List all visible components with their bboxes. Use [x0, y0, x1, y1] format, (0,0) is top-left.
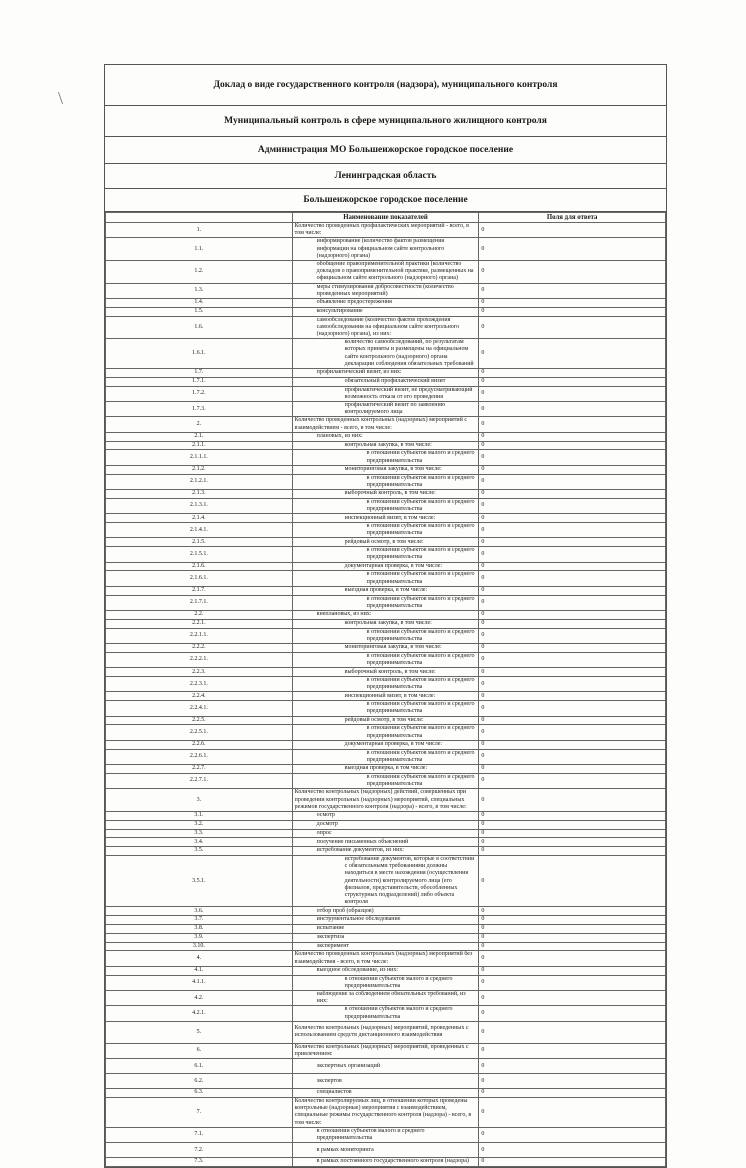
- row-answer-field[interactable]: 0: [479, 1043, 666, 1058]
- report-sheet: [104, 64, 667, 1168]
- row-number: 7.: [106, 1097, 293, 1127]
- table-row: [106, 474, 666, 489]
- row-number: 2.1.2.1.: [106, 474, 293, 489]
- row-indicator-name: в отношении субъектов малого и среднего предпринимательства: [292, 547, 479, 562]
- row-answer-field[interactable]: 0: [479, 820, 666, 829]
- row-answer-field[interactable]: 0: [479, 1006, 666, 1021]
- row-answer-field[interactable]: 0: [479, 951, 666, 966]
- row-answer-field[interactable]: 0: [479, 628, 666, 643]
- row-number: 3.5.1.: [106, 855, 293, 906]
- row-answer-field[interactable]: 0: [479, 316, 666, 339]
- row-answer-field[interactable]: 0: [479, 498, 666, 513]
- row-indicator-name: профилактический визит по заявлению контролируемого лица: [292, 402, 479, 417]
- row-number: 2.2.7.1.: [106, 773, 293, 788]
- row-indicator-name: профилактический визит, не предусматривающий возможность отказа от его проведения: [292, 386, 479, 401]
- table-row: [106, 238, 666, 261]
- row-answer-field[interactable]: 0: [479, 942, 666, 951]
- row-answer-field[interactable]: 0: [479, 339, 666, 369]
- row-indicator-name: количество самообследований, по результатам которых приняты и размещены на официальном сайте контрольного (надзорного) органа декларации соблюдения обязательных требований: [292, 339, 479, 369]
- row-answer-field[interactable]: 0: [479, 490, 666, 499]
- row-answer-field[interactable]: 0: [479, 701, 666, 716]
- row-answer-field[interactable]: 0: [479, 562, 666, 571]
- row-answer-field[interactable]: 0: [479, 307, 666, 316]
- row-number: 2.2.2.1.: [106, 652, 293, 667]
- row-answer-field[interactable]: 0: [479, 789, 666, 812]
- row-answer-field[interactable]: 0: [479, 1143, 666, 1158]
- table-row: [106, 261, 666, 284]
- row-indicator-name: выездная проверка, в том числе:: [292, 765, 479, 774]
- row-answer-field[interactable]: 0: [479, 652, 666, 667]
- row-answer-field[interactable]: 0: [479, 538, 666, 547]
- row-indicator-name: Количество контрольных (надзорных) мероприятий, проведенных с привлечением:: [292, 1043, 479, 1058]
- row-indicator-name: в отношении субъектов малого и среднего предпринимательства: [292, 450, 479, 465]
- row-indicator-name: рейдовый осмотр, в том числе:: [292, 716, 479, 725]
- row-answer-field[interactable]: 0: [479, 765, 666, 774]
- row-indicator-name: консультирование: [292, 307, 479, 316]
- row-answer-field[interactable]: 0: [479, 829, 666, 838]
- table-row: [106, 907, 666, 916]
- row-indicator-name: досмотр: [292, 820, 479, 829]
- table-row: [106, 820, 666, 829]
- table-row: [106, 369, 666, 378]
- table-row: [106, 595, 666, 610]
- table-row: [106, 538, 666, 547]
- row-answer-field[interactable]: 0: [479, 299, 666, 308]
- row-answer-field[interactable]: 0: [479, 725, 666, 740]
- row-number: 2.2.5.: [106, 716, 293, 725]
- row-number: 7.2.: [106, 1143, 293, 1158]
- table-row: [106, 523, 666, 538]
- row-answer-field[interactable]: 0: [479, 619, 666, 628]
- row-indicator-name: инспекционный визит, в том числе:: [292, 514, 479, 523]
- row-number: 3.4.: [106, 838, 293, 847]
- row-answer-field[interactable]: 0: [479, 1097, 666, 1127]
- table-row: [106, 283, 666, 298]
- row-number: 2.2.3.: [106, 668, 293, 677]
- row-number: 2.2.6.1.: [106, 749, 293, 764]
- table-row: [106, 628, 666, 643]
- row-indicator-name: меры стимулирования добросовестности (количество проведенных мероприятий): [292, 283, 479, 298]
- row-answer-field[interactable]: 0: [479, 261, 666, 284]
- table-row: [106, 942, 666, 951]
- table-row: [106, 307, 666, 316]
- row-answer-field[interactable]: 0: [479, 716, 666, 725]
- report-subtitle: Муниципальный контроль в сфере муниципального жилищного контроля: [105, 106, 666, 137]
- row-indicator-name: получение письменных объяснений: [292, 838, 479, 847]
- table-row: [106, 1127, 666, 1142]
- table-row: [106, 490, 666, 499]
- row-answer-field[interactable]: 0: [479, 749, 666, 764]
- row-indicator-name: Количество проведенных контрольных (надзорных) мероприятий с взаимодействием - всего, в том числе:: [292, 417, 479, 432]
- row-indicator-name: профилактический визит, из них:: [292, 369, 479, 378]
- scan-mark: \: [58, 88, 64, 108]
- row-indicator-name: в отношении субъектов малого и среднего предпринимательства: [292, 773, 479, 788]
- row-number: 6.3.: [106, 1089, 293, 1098]
- row-answer-field[interactable]: 0: [479, 441, 666, 450]
- row-indicator-name: мониторинговая закупка, в том числе:: [292, 465, 479, 474]
- table-row: [106, 299, 666, 308]
- row-number: 1.6.: [106, 316, 293, 339]
- row-indicator-name: эксперимент: [292, 942, 479, 951]
- row-number: 2.1.6.1.: [106, 571, 293, 586]
- table-row: [106, 223, 666, 238]
- table-row: [106, 402, 666, 417]
- row-answer-field[interactable]: 0: [479, 740, 666, 749]
- row-number: 2.1.4.: [106, 514, 293, 523]
- row-indicator-name: выборочный контроль, в том числе:: [292, 668, 479, 677]
- row-indicator-name: специалистов: [292, 1089, 479, 1098]
- row-indicator-name: контрольная закупка, в том числе:: [292, 619, 479, 628]
- col-value-header: Поля для ответа: [479, 213, 666, 223]
- row-answer-field[interactable]: 0: [479, 377, 666, 386]
- table-row: [106, 498, 666, 513]
- table-row: [106, 1021, 666, 1043]
- table-row: [106, 514, 666, 523]
- row-number: 3.3.: [106, 829, 293, 838]
- row-number: 7.3.: [106, 1158, 293, 1167]
- row-number: 3.10.: [106, 942, 293, 951]
- row-indicator-name: выборочный контроль, в том числе:: [292, 490, 479, 499]
- row-answer-field[interactable]: 0: [479, 386, 666, 401]
- table-row: [106, 916, 666, 925]
- row-number: 1.1.: [106, 238, 293, 261]
- row-answer-field[interactable]: 0: [479, 990, 666, 1005]
- table-row: [106, 933, 666, 942]
- row-indicator-name: испытание: [292, 924, 479, 933]
- table-row: [106, 855, 666, 906]
- table-row: [106, 838, 666, 847]
- table-row: [106, 386, 666, 401]
- row-number: 3.5.: [106, 847, 293, 856]
- row-indicator-name: экспертиза: [292, 933, 479, 942]
- row-indicator-name: инспекционный визит, в том числе:: [292, 692, 479, 701]
- row-number: 6.: [106, 1043, 293, 1058]
- row-indicator-name: в отношении субъектов малого и среднего предпринимательства: [292, 677, 479, 692]
- row-number: 1.3.: [106, 283, 293, 298]
- table-row: [106, 1006, 666, 1021]
- row-indicator-name: в отношении субъектов малого и среднего предпринимательства: [292, 652, 479, 667]
- row-indicator-name: наблюдение за соблюдением обязательных требований, из них:: [292, 990, 479, 1005]
- row-answer-field[interactable]: 0: [479, 402, 666, 417]
- row-number: 5.: [106, 1021, 293, 1043]
- row-indicator-name: в отношении субъектов малого и среднего предпринимательства: [292, 1006, 479, 1021]
- row-indicator-name: в отношении субъектов малого и среднего предпринимательства: [292, 1127, 479, 1142]
- row-answer-field[interactable]: 0: [479, 571, 666, 586]
- row-number: 1.4.: [106, 299, 293, 308]
- row-indicator-name: информирование (количество фактов размещения информации на официальном сайте контрольного (надзорного) органа): [292, 238, 479, 261]
- table-row: [106, 316, 666, 339]
- row-indicator-name: в отношении субъектов малого и среднего предпринимательства: [292, 628, 479, 643]
- row-number: 3.: [106, 789, 293, 812]
- row-answer-field[interactable]: 0: [479, 1089, 666, 1098]
- row-number: 1.7.: [106, 369, 293, 378]
- row-indicator-name: в отношении субъектов малого и среднего предпринимательства: [292, 571, 479, 586]
- row-number: 6.2.: [106, 1074, 293, 1089]
- row-indicator-name: документарная проверка, в том числе:: [292, 740, 479, 749]
- row-indicator-name: мониторинговая закупка, в том числе:: [292, 644, 479, 653]
- table-row: [106, 1074, 666, 1089]
- row-answer-field[interactable]: 0: [479, 1021, 666, 1043]
- row-number: 2.2.4.: [106, 692, 293, 701]
- row-indicator-name: Количество контролируемых лиц, в отношении которых проведены контрольные (надзорные) мероприятия с взаимодействием, специальные режимы государственного контроля (надзора) - всего, в том числе:: [292, 1097, 479, 1127]
- table-row: [106, 740, 666, 749]
- row-indicator-name: обобщение правоприменительной практики (количество докладов о правоприменительной практике, размещенных на официальном сайте контрольного (надзорного) органа): [292, 261, 479, 284]
- row-indicator-name: в рамках мониторинга: [292, 1143, 479, 1158]
- row-number: 3.7.: [106, 916, 293, 925]
- row-indicator-name: в отношении субъектов малого и среднего предпринимательства: [292, 498, 479, 513]
- row-indicator-name: инструментальное обследование: [292, 916, 479, 925]
- table-row: [106, 450, 666, 465]
- table-row: [106, 701, 666, 716]
- row-indicator-name: Количество контрольных (надзорных) мероприятий, проведенных с использованием средств дистанционного взаимодействия: [292, 1021, 479, 1043]
- table-row: [106, 924, 666, 933]
- row-indicator-name: в отношении субъектов малого и среднего предпринимательства: [292, 595, 479, 610]
- row-number: 1.7.3.: [106, 402, 293, 417]
- row-number: 4.1.: [106, 966, 293, 975]
- row-answer-field[interactable]: 0: [479, 514, 666, 523]
- row-answer-field[interactable]: 0: [479, 465, 666, 474]
- row-number: 2.1.1.: [106, 441, 293, 450]
- row-answer-field[interactable]: 0: [479, 644, 666, 653]
- row-indicator-name: Количество контрольных (надзорных) действий, совершенных при проведении контрольных (надзорных) мероприятий, специальных режимов государственного контроля (надзора) - всего, в том числе:: [292, 789, 479, 812]
- table-row: [106, 417, 666, 432]
- row-answer-field[interactable]: 0: [479, 975, 666, 990]
- table-row: [106, 677, 666, 692]
- table-row: [106, 789, 666, 812]
- table-row: [106, 339, 666, 369]
- row-number: 3.6.: [106, 907, 293, 916]
- row-answer-field[interactable]: 0: [479, 586, 666, 595]
- row-number: 2.1.2.: [106, 465, 293, 474]
- row-indicator-name: истребование документов, которые в соответствии с обязательными требованиями должны находиться в месте нахождения (осуществления деятельности) контролируемого лица (его филиалов, представительств, обособленных структурных подразделений) либо объекта контроля: [292, 855, 479, 906]
- row-indicator-name: в отношении субъектов малого и среднего предпринимательства: [292, 523, 479, 538]
- row-indicator-name: Количество проведенных контрольных (надзорных) мероприятий без взаимодействия - всего, в том числе:: [292, 951, 479, 966]
- row-answer-field[interactable]: 0: [479, 773, 666, 788]
- table-row: [106, 692, 666, 701]
- row-indicator-name: объявление предостережения: [292, 299, 479, 308]
- row-answer-field[interactable]: 0: [479, 924, 666, 933]
- table-row: [106, 811, 666, 820]
- row-number: 3.2.: [106, 820, 293, 829]
- row-number: 4.2.: [106, 990, 293, 1005]
- row-indicator-name: внеплановых, из них:: [292, 611, 479, 620]
- row-answer-field[interactable]: 0: [479, 223, 666, 238]
- row-number: 1.5.: [106, 307, 293, 316]
- row-indicator-name: истребование документов, из них:: [292, 847, 479, 856]
- row-answer-field[interactable]: 0: [479, 450, 666, 465]
- row-answer-field[interactable]: 0: [479, 838, 666, 847]
- row-number: 2.2.7.: [106, 765, 293, 774]
- row-number: 2.1.1.1.: [106, 450, 293, 465]
- row-indicator-name: осмотр: [292, 811, 479, 820]
- row-number: 2.2.3.1.: [106, 677, 293, 692]
- table-row: [106, 547, 666, 562]
- row-indicator-name: экспертных организаций: [292, 1059, 479, 1074]
- row-number: 2.1.7.1.: [106, 595, 293, 610]
- row-number: 2.: [106, 417, 293, 432]
- row-number: 3.8.: [106, 924, 293, 933]
- row-answer-field[interactable]: 0: [479, 966, 666, 975]
- row-number: 2.2.1.1.: [106, 628, 293, 643]
- row-indicator-name: выездная проверка, в том числе:: [292, 586, 479, 595]
- row-answer-field[interactable]: 0: [479, 1059, 666, 1074]
- row-indicator-name: Количество проведенных профилактических мероприятий - всего, в том числе:: [292, 223, 479, 238]
- row-number: 2.1.5.: [106, 538, 293, 547]
- row-number: 2.2.5.1.: [106, 725, 293, 740]
- region-name: Ленинградская область: [105, 164, 666, 189]
- row-indicator-name: в отношении субъектов малого и среднего предпринимательства: [292, 749, 479, 764]
- row-number: 2.1.4.1.: [106, 523, 293, 538]
- row-number: 3.9.: [106, 933, 293, 942]
- row-answer-field[interactable]: 0: [479, 417, 666, 432]
- table-row: [106, 975, 666, 990]
- row-indicator-name: обязательный профилактический визит: [292, 377, 479, 386]
- table-row: [106, 1089, 666, 1098]
- table-row: [106, 644, 666, 653]
- table-row: [106, 1143, 666, 1158]
- indicators-body: [106, 223, 666, 1167]
- row-indicator-name: в отношении субъектов малого и среднего предпринимательства: [292, 701, 479, 716]
- row-number: 2.2.4.1.: [106, 701, 293, 716]
- table-row: [106, 652, 666, 667]
- table-row: [106, 1158, 666, 1167]
- row-answer-field[interactable]: 0: [479, 611, 666, 620]
- row-indicator-name: экспертов: [292, 1074, 479, 1089]
- row-indicator-name: документарная проверка, в том числе:: [292, 562, 479, 571]
- row-answer-field[interactable]: 0: [479, 677, 666, 692]
- row-indicator-name: в отношении субъектов малого и среднего предпринимательства: [292, 474, 479, 489]
- table-row: [106, 990, 666, 1005]
- table-row: [106, 749, 666, 764]
- row-number: 1.7.2.: [106, 386, 293, 401]
- table-row: [106, 716, 666, 725]
- table-row: [106, 966, 666, 975]
- table-row: [106, 611, 666, 620]
- col-number-header: [106, 213, 293, 223]
- row-number: 4.1.1.: [106, 975, 293, 990]
- row-number: 2.1.3.: [106, 490, 293, 499]
- table-row: [106, 1043, 666, 1058]
- table-row: [106, 773, 666, 788]
- row-number: 1.: [106, 223, 293, 238]
- row-indicator-name: в рамках постоянного государственного контроля (надзора): [292, 1158, 479, 1167]
- table-row: [106, 829, 666, 838]
- municipality-name: Большеижорское городское поселение: [105, 189, 666, 212]
- report-title: Доклад о виде государственного контроля (надзора), муниципального контроля: [105, 65, 666, 106]
- table-row: [106, 668, 666, 677]
- row-answer-field[interactable]: 0: [479, 1074, 666, 1089]
- table-row: [106, 432, 666, 441]
- table-row: [106, 441, 666, 450]
- row-answer-field[interactable]: 0: [479, 369, 666, 378]
- col-name-header: Наименование показателей: [292, 213, 479, 223]
- table-row: [106, 1097, 666, 1127]
- row-answer-field[interactable]: 0: [479, 907, 666, 916]
- row-indicator-name: опрос: [292, 829, 479, 838]
- table-row: [106, 1059, 666, 1074]
- row-number: 2.1.7.: [106, 586, 293, 595]
- row-answer-field[interactable]: 0: [479, 547, 666, 562]
- row-answer-field[interactable]: 0: [479, 692, 666, 701]
- row-number: 4.2.1.: [106, 1006, 293, 1021]
- row-number: 2.2.2.: [106, 644, 293, 653]
- row-number: 6.1.: [106, 1059, 293, 1074]
- row-indicator-name: отбор проб (образцов): [292, 907, 479, 916]
- row-number: 2.2.: [106, 611, 293, 620]
- table-row: [106, 562, 666, 571]
- table-row: [106, 725, 666, 740]
- table-row: [106, 586, 666, 595]
- table-row: [106, 465, 666, 474]
- row-answer-field[interactable]: 0: [479, 432, 666, 441]
- row-answer-field[interactable]: 0: [479, 283, 666, 298]
- row-answer-field[interactable]: 0: [479, 668, 666, 677]
- authority-name: Администрация МО Большеижорское городское поселение: [105, 137, 666, 164]
- table-row: [106, 377, 666, 386]
- row-answer-field[interactable]: 0: [479, 847, 666, 856]
- row-answer-field[interactable]: 0: [479, 933, 666, 942]
- row-indicator-name: плановых, из них:: [292, 432, 479, 441]
- row-number: 2.1.3.1.: [106, 498, 293, 513]
- table-row: [106, 847, 666, 856]
- row-number: 2.1.6.: [106, 562, 293, 571]
- row-indicator-name: выездное обследование, из них:: [292, 966, 479, 975]
- row-number: 2.2.1.: [106, 619, 293, 628]
- row-indicator-name: самообследование (количество фактов прохождения самообследования на официальном сайте контрольного (надзорного) органа), из них:: [292, 316, 479, 339]
- row-number: 2.1.5.1.: [106, 547, 293, 562]
- row-number: 1.2.: [106, 261, 293, 284]
- row-answer-field[interactable]: 0: [479, 811, 666, 820]
- table-row: [106, 619, 666, 628]
- table-row: [106, 571, 666, 586]
- row-number: 1.7.1.: [106, 377, 293, 386]
- row-answer-field[interactable]: 0: [479, 595, 666, 610]
- row-answer-field[interactable]: 0: [479, 916, 666, 925]
- row-number: 7.1.: [106, 1127, 293, 1142]
- row-indicator-name: рейдовый осмотр, в том числе:: [292, 538, 479, 547]
- row-number: 2.1.: [106, 432, 293, 441]
- row-number: 2.2.6.: [106, 740, 293, 749]
- row-answer-field[interactable]: 0: [479, 1127, 666, 1142]
- row-answer-field[interactable]: 0: [479, 238, 666, 261]
- row-number: 3.1.: [106, 811, 293, 820]
- row-number: 4.: [106, 951, 293, 966]
- row-answer-field[interactable]: 0: [479, 1158, 666, 1167]
- row-indicator-name: контрольная закупка, в том числе:: [292, 441, 479, 450]
- table-row: [106, 765, 666, 774]
- row-indicator-name: в отношении субъектов малого и среднего предпринимательства: [292, 975, 479, 990]
- row-answer-field[interactable]: 0: [479, 523, 666, 538]
- row-answer-field[interactable]: 0: [479, 474, 666, 489]
- row-number: 1.6.1.: [106, 339, 293, 369]
- table-row: [106, 951, 666, 966]
- row-indicator-name: в отношении субъектов малого и среднего предпринимательства: [292, 725, 479, 740]
- row-answer-field[interactable]: 0: [479, 855, 666, 906]
